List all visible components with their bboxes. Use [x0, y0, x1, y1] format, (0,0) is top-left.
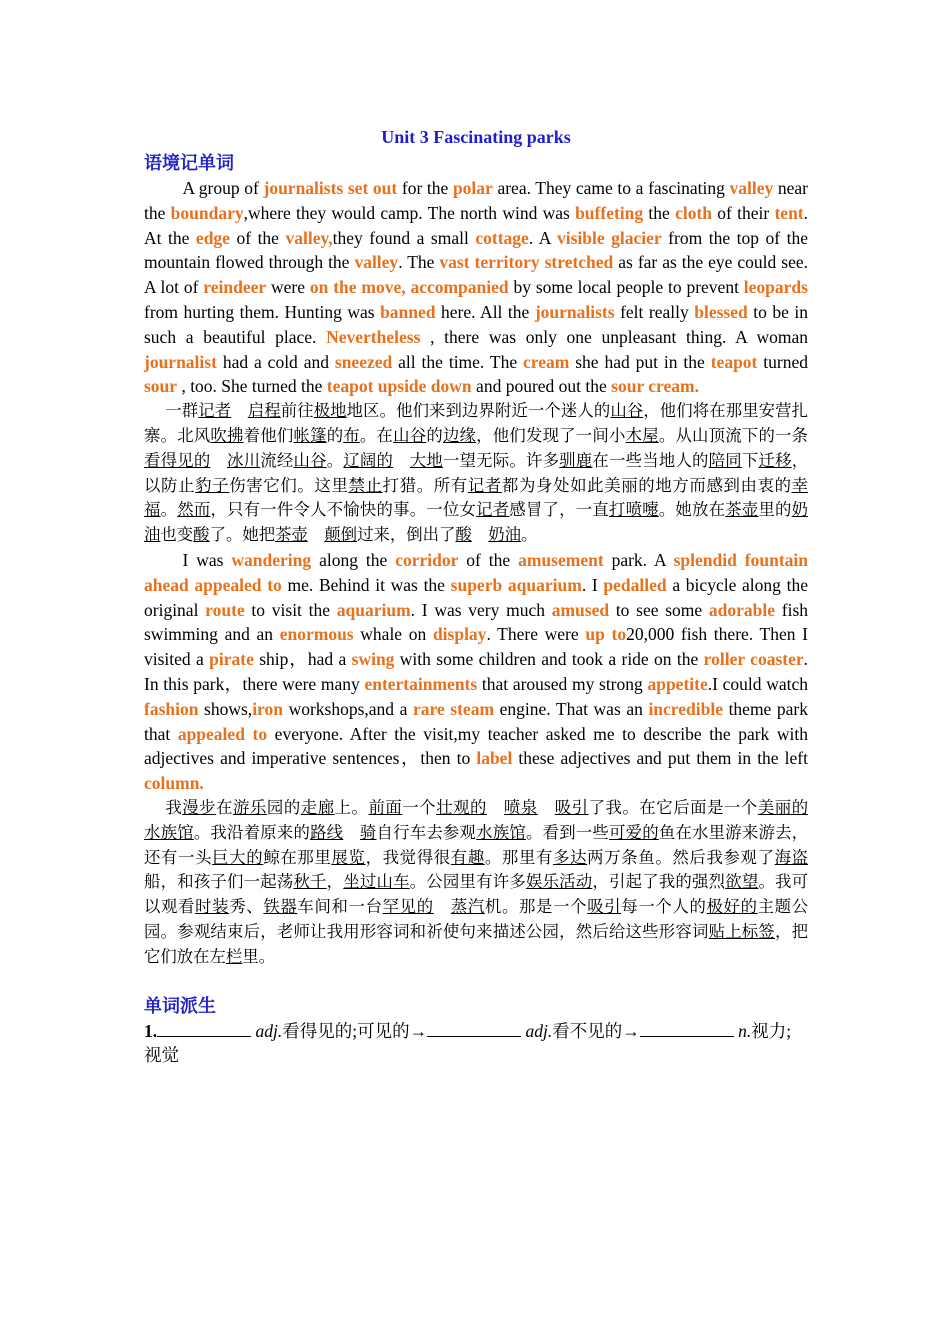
text-run: . In this park，there were many — [144, 649, 808, 694]
vocabulary-keyword: buffeting — [575, 202, 644, 223]
vocabulary-translation: 时装 — [195, 897, 230, 917]
text-run: 。我可以观看 — [144, 872, 809, 917]
text-run: a bicycle along the original — [144, 574, 808, 620]
vocabulary-keyword: iron — [252, 698, 283, 719]
vocabulary-translation: 陪同 — [708, 450, 742, 470]
vocabulary-keyword: polar — [452, 178, 493, 198]
vocabulary-translation: 游乐 — [233, 797, 267, 817]
vocabulary-keyword: boundary — [170, 202, 244, 223]
vocabulary-keyword: vast territory stretched — [439, 252, 614, 273]
answer-blank-1[interactable] — [157, 1020, 251, 1037]
passage-2-english — [144, 548, 808, 796]
text-run: 。 — [520, 525, 538, 545]
vocabulary-translation: 可爱的 — [609, 822, 659, 842]
text-run: 。 — [326, 450, 344, 470]
vocabulary-keyword: teapot — [710, 351, 758, 372]
vocabulary-translation: 吸引 — [554, 797, 589, 817]
vocabulary-keyword: Nevertheless — [326, 326, 421, 347]
text-run: 。 — [160, 500, 178, 520]
text-run: 一个 — [402, 797, 437, 817]
answer-blank-3[interactable] — [640, 1020, 734, 1037]
text-run: whale on — [353, 624, 433, 645]
text-run: from the top of the mountain flowed through the — [144, 227, 808, 273]
text-run: .I could watch — [707, 673, 809, 694]
text-run: along the — [311, 549, 396, 570]
text-run: fish swimming and an — [144, 599, 809, 645]
vocabulary-keyword: tent — [774, 202, 804, 223]
vocabulary-keyword: route — [205, 599, 245, 620]
vocabulary-keyword: amusement — [518, 549, 604, 570]
vocabulary-keyword: enormous — [279, 624, 354, 645]
passage-1-chinese — [144, 399, 808, 548]
text-run: 。公园里有许多 — [409, 872, 526, 892]
vocabulary-translation: 娱乐活动 — [525, 872, 593, 892]
vocabulary-translation: 壮观的 — [436, 797, 487, 817]
text-run: 前往 — [280, 401, 314, 421]
vocabulary-keyword: valley — [729, 178, 774, 198]
vocabulary-keyword: entertainments — [364, 673, 478, 694]
text-run: ，引起了我的强烈 — [592, 872, 726, 892]
vocabulary-translation: 水族馆 — [144, 822, 194, 842]
vocabulary-translation: 坐过山车 — [343, 872, 410, 892]
vocabulary-translation: 看得见的 — [144, 450, 211, 470]
text-run: they found a small — [332, 227, 476, 248]
vocabulary-translation: 铁器 — [263, 897, 298, 917]
text-run — [343, 823, 360, 842]
text-run: the — [643, 202, 676, 223]
vocabulary-keyword: teapot upside down — [326, 376, 472, 397]
text-run: ,where they would camp. The north wind was — [243, 202, 576, 223]
text-run: . I was very much — [410, 599, 552, 620]
text-run: shows, — [198, 698, 253, 719]
text-run — [487, 798, 504, 817]
vocabulary-translation: 幸福 — [144, 475, 809, 520]
spacer — [144, 970, 808, 994]
vocabulary-keyword: label — [476, 748, 513, 769]
vocabulary-translation: 记者 — [198, 401, 232, 421]
vocabulary-translation: 秋千 — [293, 872, 327, 892]
exercise-number: 1. — [144, 1020, 158, 1041]
vocabulary-keyword: journalists set out — [263, 178, 398, 198]
text-run: 过来，倒出了 — [357, 525, 456, 545]
text-run: 秀、 — [229, 897, 264, 917]
text-run — [308, 525, 324, 544]
text-run: 主题公园。参观结束后，老师让我用形容词和祈使句来描述公园，然后给这些形容词 — [144, 897, 809, 941]
vocabulary-translation: 栏 — [225, 946, 243, 966]
unit-title: Unit 3 Fascinating parks — [381, 127, 571, 147]
vocabulary-keyword: appetite — [647, 673, 708, 694]
text-run: 。那里有 — [484, 847, 554, 867]
vocabulary-keyword: cream — [523, 351, 570, 372]
vocabulary-keyword: reindeer — [203, 277, 267, 298]
text-run: of their — [712, 202, 775, 223]
text-run: . The — [398, 252, 440, 273]
vocabulary-translation: 水族馆 — [476, 822, 526, 842]
vocabulary-translation: 冰川 — [227, 450, 261, 470]
passage-2-chinese — [144, 796, 808, 970]
vocabulary-translation: 展览 — [331, 847, 366, 867]
text-run: 每一个人的 — [621, 897, 707, 917]
text-run: . There were — [486, 624, 586, 645]
vocabulary-keyword: leopards — [743, 277, 808, 298]
text-run: 。看到一些 — [525, 822, 610, 842]
text-run: 。我沿着原来的 — [193, 822, 311, 842]
vocabulary-translation: 山谷 — [293, 450, 327, 470]
vocabulary-translation: 边缘 — [442, 425, 477, 445]
vocabulary-keyword: sneezed — [334, 351, 393, 372]
text-run: , too. She turned the — [177, 376, 327, 397]
text-run: from hurting them. Hunting was — [144, 301, 381, 322]
vocabulary-keyword: blessed — [694, 301, 748, 322]
vocabulary-translation: 欲望 — [725, 872, 759, 892]
part-of-speech-2: adj. — [525, 1020, 553, 1041]
text-run: I was — [182, 549, 232, 570]
vocabulary-translation: 奶油 — [488, 525, 521, 545]
text-run: theme park that — [144, 698, 808, 744]
vocabulary-translation: 驯鹿 — [559, 450, 593, 470]
text-run — [472, 525, 488, 544]
vocabulary-translation: 辽阔的 — [343, 450, 394, 470]
vocabulary-keyword: banned — [380, 301, 436, 322]
vocabulary-keyword: visible glacier — [556, 227, 662, 248]
text-run: felt really — [614, 301, 695, 322]
vocabulary-keyword: pedalled — [603, 574, 667, 595]
meaning-1: 看得见的;可见的 — [282, 1020, 410, 1041]
vocabulary-translation: 豹子 — [195, 475, 230, 495]
text-run: of the — [229, 227, 286, 248]
text-run: ，只有一件令人不愉快的事。一位女 — [210, 500, 477, 520]
text-run: ，以防止 — [144, 450, 809, 495]
vocabulary-translation: 有趣 — [450, 847, 485, 867]
vocabulary-keyword: amused — [551, 599, 610, 620]
text-run: were — [266, 277, 310, 298]
text-run: ，我觉得很 — [365, 847, 451, 867]
vocabulary-translation: 记者 — [476, 500, 510, 520]
text-run: and poured out the — [471, 376, 612, 397]
text-run: 地区。他们来到边界附近一个迷人的 — [346, 401, 611, 421]
vocabulary-keyword: sour — [144, 376, 178, 397]
text-run: area. They came to a fascinating — [492, 178, 730, 198]
vocabulary-translation: 迁移 — [758, 450, 792, 470]
vocabulary-keyword: aquarium — [336, 599, 411, 620]
text-run: 一望无际。许多 — [442, 450, 560, 470]
vocabulary-translation: 罕见的 — [382, 897, 434, 917]
vocabulary-keyword: display — [432, 624, 487, 645]
vocabulary-translation: 酸 — [455, 525, 472, 545]
text-run: near the — [144, 178, 808, 223]
text-run: to see some — [609, 599, 709, 620]
text-run: . I — [581, 574, 604, 595]
vocabulary-translation: 海盗 — [774, 847, 809, 867]
vocabulary-translation: 山谷 — [610, 401, 644, 421]
vocabulary-translation: 记者 — [467, 475, 502, 495]
vocabulary-translation: 布 — [343, 425, 360, 445]
vocabulary-keyword: fashion — [144, 698, 199, 719]
text-run: me. Behind it was the — [281, 574, 451, 595]
text-run: 我 — [165, 797, 183, 817]
vocabulary-keyword: up to — [585, 624, 627, 645]
vocabulary-keyword: appealed to — [177, 723, 268, 744]
text-run: ，把它们放在左 — [144, 921, 809, 966]
vocabulary-keyword: pirate — [209, 649, 254, 670]
text-run: ，他们发现了一间小 — [476, 425, 626, 445]
vocabulary-translation: 颠倒 — [324, 525, 358, 545]
vocabulary-translation: 前面 — [368, 797, 403, 817]
text-run: 。在 — [359, 425, 394, 445]
arrow-1: → — [409, 1020, 428, 1041]
vocabulary-keyword: rare steam — [412, 698, 495, 719]
text-run: park. A — [603, 549, 674, 570]
text-run: 上。 — [334, 797, 369, 817]
part-of-speech-1: adj. — [255, 1020, 283, 1041]
text-run: 。她放在 — [658, 500, 726, 520]
text-run: 鱼在水里游来游去，还有一头 — [144, 822, 809, 867]
vocabulary-translation: 美丽的 — [757, 797, 809, 817]
vocabulary-keyword: valley, — [285, 227, 333, 248]
text-run: these adjectives and put them in the left — [512, 748, 808, 769]
vocabulary-keyword: splendid fountain ahead appealed to — [144, 549, 808, 595]
vocabulary-keyword: journalists — [534, 301, 615, 322]
text-run: 两万条鱼。然后我参观了 — [587, 847, 775, 867]
text-run: 下 — [741, 450, 759, 470]
text-run: of the — [458, 549, 519, 570]
vocabulary-keyword: corridor — [395, 549, 459, 570]
vocabulary-keyword: column. — [144, 773, 204, 794]
vocabulary-translation: 喷泉 — [503, 797, 538, 817]
vocabulary-keyword: valley — [354, 252, 399, 273]
text-run: 也变 — [160, 525, 194, 545]
vocabulary-translation: 漫步 — [182, 797, 217, 817]
arrow-2: → — [622, 1020, 640, 1041]
text-run: ， — [326, 872, 344, 892]
text-run: 机。那是一个 — [484, 897, 588, 917]
vocabulary-translation: 奶油 — [144, 500, 809, 545]
text-run: with some children and took a ride on the — [394, 649, 704, 670]
vocabulary-translation: 茶壶 — [725, 500, 759, 520]
document-page — [144, 124, 808, 1068]
text-run: 20,000 fish there. Then I visited a — [144, 624, 808, 670]
vocabulary-keyword: wandering — [231, 549, 312, 570]
text-run: 自行车去参观 — [376, 822, 477, 842]
vocabulary-keyword: on the move, accompanied — [309, 277, 509, 298]
text-run: 了我。在它后面是一个 — [588, 797, 758, 817]
text-run: 鲸在那里 — [263, 847, 332, 867]
passage-1-english — [144, 176, 808, 399]
text-run: workshops,and a — [282, 698, 413, 719]
vocabulary-translation: 路线 — [310, 822, 344, 842]
text-run: to visit the — [244, 599, 337, 620]
vocabulary-keyword: cloth — [675, 202, 713, 223]
vocabulary-translation: 酸 — [193, 525, 210, 545]
vocabulary-translation: 打喷嚏 — [608, 500, 659, 520]
text-run: to be in such a beautiful place. — [144, 301, 809, 347]
text-run: that aroused my strong — [477, 673, 648, 694]
text-run — [808, 798, 824, 817]
text-run — [434, 897, 451, 916]
vocabulary-translation: 极好的 — [706, 897, 758, 917]
text-run: 着他们 — [243, 425, 294, 445]
text-run: ship，had a — [253, 649, 352, 670]
vocabulary-translation: 巨大的 — [212, 847, 264, 867]
section-heading-context-words: 语境记单词 — [144, 153, 234, 173]
text-run: for the — [397, 178, 453, 198]
text-run: 都为身处如此美丽的地方而感到由衷的 — [501, 475, 792, 495]
text-run — [393, 451, 410, 470]
section-heading-word-derivation: 单词派生 — [144, 995, 216, 1016]
text-run: 打猎。所有 — [382, 475, 468, 495]
text-run: everyone. After the visit,my teacher asked me to describe the park with adjectives and imperative sentences，then to — [144, 723, 808, 769]
text-run — [210, 451, 227, 470]
text-run: 的 — [426, 425, 443, 445]
meaning-3: 视力;视觉 — [144, 1020, 792, 1066]
vocabulary-keyword: swing — [351, 649, 395, 670]
vocabulary-translation: 大地 — [409, 450, 443, 470]
text-run: 流经 — [260, 450, 294, 470]
vocabulary-translation: 茶壶 — [275, 525, 308, 545]
vocabulary-keyword: roller coaster — [703, 649, 804, 670]
text-run: ，他们将在那里安营扎寨。北风 — [144, 401, 809, 445]
vocabulary-keyword: cottage — [475, 227, 529, 248]
part-of-speech-3: n. — [738, 1020, 752, 1041]
text-run: by some local people to prevent — [508, 277, 744, 298]
text-run: 在一些当地人的 — [592, 450, 709, 470]
derivation-exercise-1 — [144, 1019, 808, 1069]
vocabulary-keyword: adorable — [708, 599, 776, 620]
vocabulary-translation: 骑 — [359, 822, 377, 842]
vocabulary-keyword: superb aquarium — [450, 574, 582, 595]
answer-blank-2[interactable] — [427, 1020, 521, 1037]
text-run: . A — [528, 227, 557, 248]
vocabulary-translation: 启程 — [247, 401, 281, 421]
text-run: , there was only one unpleasant thing. A woman — [420, 326, 808, 347]
text-run: 船，和孩子们一起荡 — [144, 872, 294, 892]
vocabulary-keyword: incredible — [648, 698, 723, 719]
text-run: all the time. The — [392, 351, 524, 372]
text-run: 一群 — [165, 401, 199, 421]
text-run: engine. That was an — [494, 698, 649, 719]
vocabulary-translation: 禁止 — [348, 475, 383, 495]
vocabulary-translation: 走廊 — [300, 797, 335, 817]
vocabulary-keyword: edge — [195, 227, 230, 248]
text-run: A group of — [182, 178, 264, 198]
meaning-2: 看不见的 — [552, 1020, 623, 1041]
vocabulary-keyword: sour cream. — [611, 376, 699, 397]
text-run: 感冒了，一直 — [509, 500, 609, 520]
vocabulary-translation: 帐篷 — [293, 425, 327, 445]
vocabulary-translation: 贴上标签 — [708, 921, 776, 941]
vocabulary-translation: 极地 — [313, 401, 347, 421]
text-run: 了。她把 — [209, 525, 276, 545]
text-run: as far as the eye could see. A lot of — [144, 252, 808, 298]
text-run: here. All the — [435, 301, 535, 322]
text-run — [231, 401, 247, 420]
text-run: 伤害它们。这里 — [229, 475, 349, 495]
text-run: . At the — [144, 202, 808, 248]
text-run: 车间和一台 — [297, 897, 383, 917]
text-run: 里。 — [242, 946, 276, 966]
text-run: 的 — [326, 425, 344, 445]
vocabulary-translation: 吸引 — [587, 897, 622, 917]
text-run — [538, 798, 555, 817]
vocabulary-translation: 然而 — [177, 500, 211, 520]
text-run: 在 — [216, 797, 234, 817]
vocabulary-keyword: journalist — [144, 351, 217, 372]
text-run: 。从山顶流下的一条 — [658, 425, 809, 445]
vocabulary-translation: 蒸汽 — [450, 897, 485, 917]
text-run: she had put in the — [569, 351, 711, 372]
vocabulary-translation: 多达 — [553, 847, 588, 867]
text-run: had a cold and — [216, 351, 335, 372]
vocabulary-translation: 山谷 — [393, 425, 427, 445]
text-run: turned — [757, 351, 808, 372]
text-run: 里的 — [758, 500, 792, 520]
text-run: 园的 — [266, 797, 301, 817]
vocabulary-translation: 木屋 — [625, 425, 659, 445]
vocabulary-translation: 吹拂 — [210, 425, 244, 445]
